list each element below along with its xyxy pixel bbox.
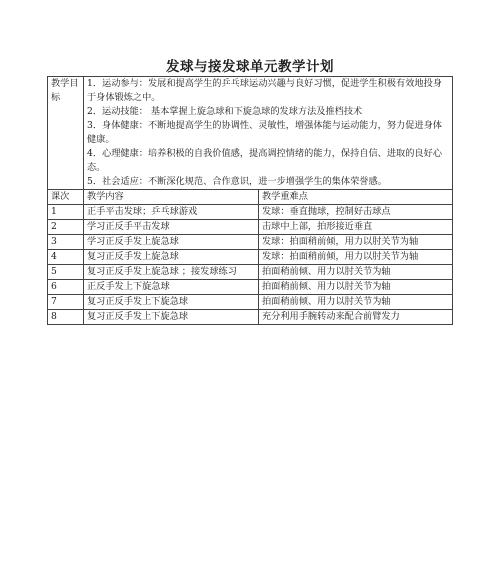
lesson-content: 学习正反手发上旋急球 (84, 235, 259, 250)
lesson-number: 5 (48, 265, 84, 280)
lesson-number: 7 (48, 295, 84, 310)
objective-item: 3．身体健康：不断地提高学生的协调性、灵敏性，增强体能与运动能力，努力促进身体健康。 (87, 120, 442, 145)
column-header-content: 教学内容 (84, 190, 259, 205)
table-row (48, 250, 453, 265)
lesson-content: 正手平击发球；乒乓球游戏 (84, 205, 259, 220)
lesson-content: 复习正反手发上下旋急球 (84, 310, 259, 325)
lesson-focus: 拍面稍前倾、用力以肘关节为轴 (259, 295, 453, 310)
lesson-focus: 拍面稍前倾、用力以肘关节为轴 (259, 265, 453, 280)
lesson-content: 正反手发上下旋急球 (84, 280, 259, 295)
lesson-focus: 充分利用手腕转动来配合前臂发力 (259, 310, 453, 325)
lesson-focus: 发球：拍面稍前倾，用力以肘关节为轴 (259, 235, 453, 250)
lesson-content: 复习正反手发上旋急球 (84, 250, 259, 265)
lesson-content: 复习正反手发上下旋急球 (84, 295, 259, 310)
lesson-plan-table (47, 76, 453, 325)
lesson-number: 6 (48, 280, 84, 295)
lesson-focus: 发球：拍面稍前倾，用力以肘关节为轴 (259, 250, 453, 265)
lesson-number: 1 (48, 205, 84, 220)
table-row (48, 205, 453, 220)
lesson-focus: 发球：垂直抛球，控制好击球点 (259, 205, 453, 220)
objectives-content (84, 77, 453, 190)
objective-item: 2．运动技能： 基本掌握上旋急球和下旋急球的发球方法及推档技术 (87, 106, 363, 117)
table-row (48, 265, 453, 280)
objectives-row (48, 77, 453, 190)
lesson-number: 3 (48, 235, 84, 250)
objective-item: 4．心理健康：培养积极的自我价值感，提高调控情绪的能力，保持自信、进取的良好心态。 (87, 148, 442, 173)
page-title: 发球与接发球单元教学计划 (166, 59, 334, 75)
table-row (48, 235, 453, 250)
table-row (48, 280, 453, 295)
lesson-content: 复习正反手发上旋急球 ；接发球练习 (84, 265, 259, 280)
objective-item: 1．运动参与：发展和提高学生的乒乓球运动兴趣与良好习惯，促进学生积极有效地投身于身体锻炼之中。 (87, 78, 442, 103)
column-header-lesson: 课次 (48, 190, 84, 205)
lesson-number: 8 (48, 310, 84, 325)
lesson-content: 学习正反手平击发球 (84, 220, 259, 235)
column-header-focus: 教学重难点 (259, 190, 453, 205)
table-row (48, 295, 453, 310)
table-row (48, 310, 453, 325)
table-header-row (48, 190, 453, 205)
lesson-number: 4 (48, 250, 84, 265)
objectives-label: 教学目标 (48, 77, 84, 190)
lesson-focus: 击球中上部，拍形接近垂直 (259, 220, 453, 235)
lesson-number: 2 (48, 220, 84, 235)
lesson-focus: 拍面稍前倾、用力以肘关节为轴 (259, 280, 453, 295)
table-row (48, 220, 453, 235)
objective-item: 5．社会适应：不断深化规范、合作意识，进一步增强学生的集体荣誉感。 (87, 176, 387, 187)
